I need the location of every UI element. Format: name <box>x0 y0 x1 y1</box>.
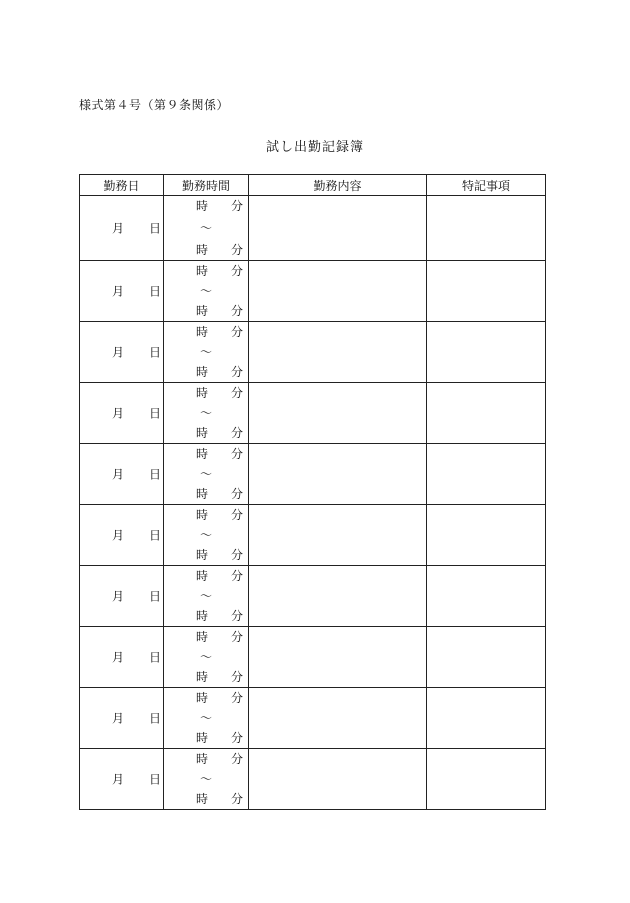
work-hours-cell[interactable] <box>164 566 249 627</box>
minute-label: 分 <box>231 243 244 257</box>
table-row <box>80 444 546 505</box>
hour-label: 時 <box>196 508 209 522</box>
hour-label: 時 <box>196 264 209 278</box>
document-title: 試し出勤記録簿 <box>265 140 364 155</box>
minute-label: 分 <box>231 569 244 583</box>
end-time-line <box>164 728 248 748</box>
table-header-row <box>80 175 546 196</box>
minute-label: 分 <box>231 386 244 400</box>
hour-label: 時 <box>196 609 209 623</box>
time-range-separator <box>164 403 248 423</box>
month-label: 月 <box>112 221 125 236</box>
tilde-label: ～ <box>200 650 213 664</box>
tilde-label: ～ <box>200 284 213 298</box>
start-time-line <box>164 261 248 281</box>
header-work-content: 勤務内容 <box>249 175 427 196</box>
work-content-cell[interactable] <box>249 196 427 261</box>
work-content-cell[interactable] <box>249 627 427 688</box>
hour-label: 時 <box>196 792 209 806</box>
minute-label: 分 <box>231 731 244 745</box>
minute-label: 分 <box>231 609 244 623</box>
end-time-line <box>164 362 248 382</box>
hour-label: 時 <box>196 447 209 461</box>
work-content-cell[interactable] <box>249 322 427 383</box>
special-notes-cell[interactable] <box>427 749 546 810</box>
hour-label: 時 <box>196 426 209 440</box>
day-label: 日 <box>149 221 162 236</box>
time-range-separator <box>164 464 248 484</box>
work-hours-cell[interactable] <box>164 383 249 444</box>
time-range-separator <box>164 342 248 362</box>
work-date-cell[interactable] <box>80 261 164 322</box>
day-label: 日 <box>149 528 162 543</box>
end-time-line <box>164 606 248 626</box>
work-date-cell[interactable] <box>80 505 164 566</box>
time-range-separator <box>164 708 248 728</box>
start-time-line <box>164 566 248 586</box>
work-content-cell[interactable] <box>249 505 427 566</box>
work-content-cell[interactable] <box>249 566 427 627</box>
tilde-label: ～ <box>200 406 213 420</box>
special-notes-cell[interactable] <box>427 444 546 505</box>
tilde-label: ～ <box>200 772 213 786</box>
minute-label: 分 <box>231 325 244 339</box>
minute-label: 分 <box>231 199 244 213</box>
minute-label: 分 <box>231 508 244 522</box>
time-range-separator <box>164 647 248 667</box>
table-row <box>80 261 546 322</box>
work-date-cell[interactable] <box>80 566 164 627</box>
hour-label: 時 <box>196 630 209 644</box>
table-row <box>80 322 546 383</box>
work-date-cell[interactable] <box>80 627 164 688</box>
minute-label: 分 <box>231 670 244 684</box>
start-time-line <box>164 322 248 342</box>
hour-label: 時 <box>196 670 209 684</box>
end-time-line <box>164 667 248 687</box>
work-hours-cell[interactable] <box>164 505 249 566</box>
month-label: 月 <box>112 772 125 787</box>
table-row <box>80 505 546 566</box>
minute-label: 分 <box>231 447 244 461</box>
time-range-separator <box>164 218 248 238</box>
end-time-line <box>164 423 248 443</box>
hour-label: 時 <box>196 487 209 501</box>
day-label: 日 <box>149 406 162 421</box>
work-date-cell[interactable] <box>80 688 164 749</box>
time-range-separator <box>164 769 248 789</box>
table-body <box>80 196 546 810</box>
work-date-cell[interactable] <box>80 444 164 505</box>
hour-label: 時 <box>196 691 209 705</box>
hour-label: 時 <box>196 304 209 318</box>
table-row <box>80 383 546 444</box>
end-time-line <box>164 484 248 504</box>
hour-label: 時 <box>196 752 209 766</box>
day-label: 日 <box>149 650 162 665</box>
start-time-line <box>164 444 248 464</box>
hour-label: 時 <box>196 386 209 400</box>
month-label: 月 <box>112 406 125 421</box>
start-time-line <box>164 383 248 403</box>
work-content-cell[interactable] <box>249 688 427 749</box>
special-notes-cell[interactable] <box>427 627 546 688</box>
hour-label: 時 <box>196 731 209 745</box>
minute-label: 分 <box>231 365 244 379</box>
month-label: 月 <box>112 711 125 726</box>
day-label: 日 <box>149 467 162 482</box>
form-number-label: 様式第４号（第９条関係） <box>79 98 230 112</box>
end-time-line <box>164 789 248 809</box>
header-work-date: 勤務日 <box>80 175 164 196</box>
day-label: 日 <box>149 711 162 726</box>
day-label: 日 <box>149 589 162 604</box>
month-label: 月 <box>112 528 125 543</box>
work-hours-cell[interactable] <box>164 749 249 810</box>
start-time-line <box>164 688 248 708</box>
month-label: 月 <box>112 345 125 360</box>
header-special-notes: 特記事項 <box>427 175 546 196</box>
work-date-cell[interactable] <box>80 383 164 444</box>
end-time-line <box>164 545 248 565</box>
month-label: 月 <box>112 467 125 482</box>
minute-label: 分 <box>231 630 244 644</box>
work-content-cell[interactable] <box>249 444 427 505</box>
time-range-separator <box>164 586 248 606</box>
hour-label: 時 <box>196 365 209 379</box>
hour-label: 時 <box>196 325 209 339</box>
work-hours-cell[interactable] <box>164 444 249 505</box>
tilde-label: ～ <box>200 589 213 603</box>
special-notes-cell[interactable] <box>427 261 546 322</box>
month-label: 月 <box>112 589 125 604</box>
table-row <box>80 627 546 688</box>
special-notes-cell[interactable] <box>427 688 546 749</box>
minute-label: 分 <box>231 548 244 562</box>
day-label: 日 <box>149 345 162 360</box>
minute-label: 分 <box>231 264 244 278</box>
minute-label: 分 <box>231 304 244 318</box>
hour-label: 時 <box>196 199 209 213</box>
tilde-label: ～ <box>200 711 213 725</box>
start-time-line <box>164 505 248 525</box>
start-time-line <box>164 749 248 769</box>
time-range-separator <box>164 525 248 545</box>
special-notes-cell[interactable] <box>427 322 546 383</box>
work-hours-cell[interactable] <box>164 688 249 749</box>
end-time-line <box>164 301 248 321</box>
minute-label: 分 <box>231 487 244 501</box>
work-content-cell[interactable] <box>249 261 427 322</box>
work-content-cell[interactable] <box>249 383 427 444</box>
tilde-label: ～ <box>200 221 213 235</box>
minute-label: 分 <box>231 752 244 766</box>
work-content-cell[interactable] <box>249 749 427 810</box>
table-row <box>80 749 546 810</box>
table-row <box>80 196 546 261</box>
day-label: 日 <box>149 284 162 299</box>
end-time-line <box>164 240 248 260</box>
hour-label: 時 <box>196 569 209 583</box>
tilde-label: ～ <box>200 345 213 359</box>
header-work-hours: 勤務時間 <box>164 175 249 196</box>
work-date-cell[interactable] <box>80 196 164 261</box>
work-hours-cell[interactable] <box>164 322 249 383</box>
start-time-line <box>164 627 248 647</box>
month-label: 月 <box>112 650 125 665</box>
hour-label: 時 <box>196 243 209 257</box>
work-hours-cell[interactable] <box>164 196 249 261</box>
special-notes-cell[interactable] <box>427 505 546 566</box>
minute-label: 分 <box>231 792 244 806</box>
time-range-separator <box>164 281 248 301</box>
special-notes-cell[interactable] <box>427 566 546 627</box>
hour-label: 時 <box>196 548 209 562</box>
work-hours-cell[interactable] <box>164 261 249 322</box>
start-time-line <box>164 196 248 216</box>
special-notes-cell[interactable] <box>427 383 546 444</box>
tilde-label: ～ <box>200 528 213 542</box>
attendance-record-table <box>79 174 546 810</box>
day-label: 日 <box>149 772 162 787</box>
tilde-label: ～ <box>200 467 213 481</box>
work-date-cell[interactable] <box>80 749 164 810</box>
work-hours-cell[interactable] <box>164 627 249 688</box>
work-date-cell[interactable] <box>80 322 164 383</box>
table-row <box>80 688 546 749</box>
minute-label: 分 <box>231 426 244 440</box>
table-row <box>80 566 546 627</box>
special-notes-cell[interactable] <box>427 196 546 261</box>
minute-label: 分 <box>231 691 244 705</box>
month-label: 月 <box>112 284 125 299</box>
